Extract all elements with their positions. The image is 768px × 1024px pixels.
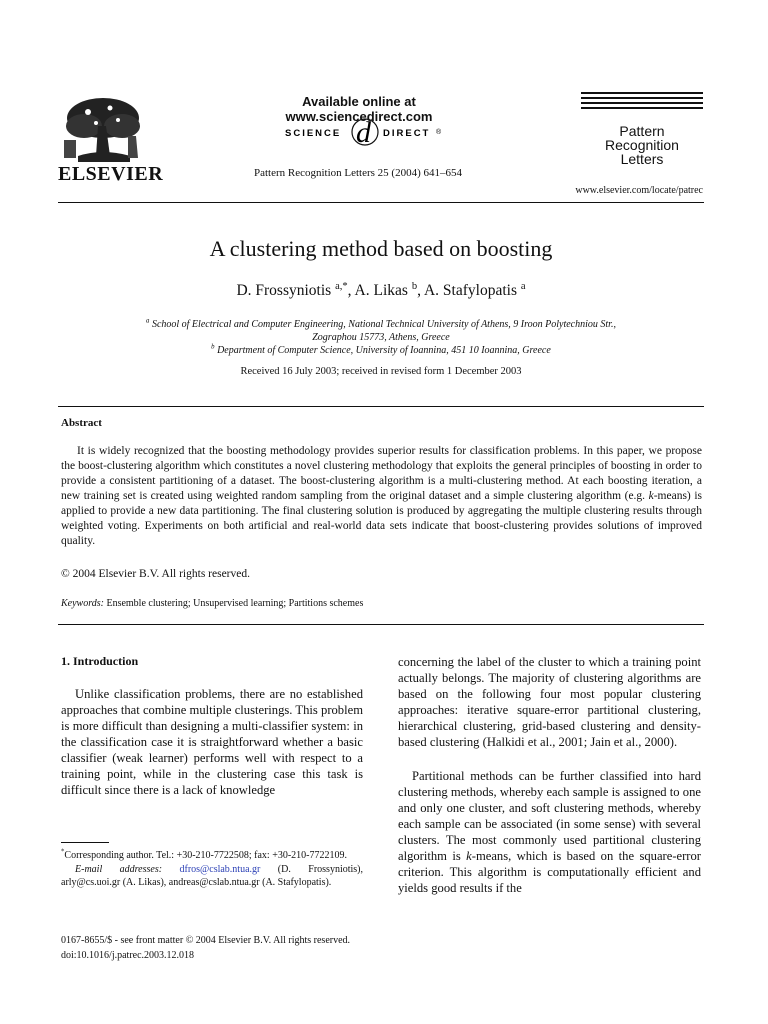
copyright-line: © 2004 Elsevier B.V. All rights reserved. (61, 568, 250, 580)
intro-paragraph-right-2 (398, 768, 701, 896)
abstract-top-divider (58, 406, 704, 407)
email-link[interactable]: dfros@cslab.ntua.gr (179, 863, 261, 875)
abstract-text (61, 444, 702, 549)
author-list (58, 282, 704, 300)
front-matter-info (61, 933, 350, 963)
doi-line[interactable]: doi:10.1016/j.patrec.2003.12.018 (61, 950, 195, 961)
author-affiliation-mark: b (411, 280, 418, 292)
tree-logo-icon (58, 96, 148, 166)
sd-right-word: DIRECT (383, 128, 431, 139)
journal-reference: Pattern Recognition Letters 25 (2004) 641–654 (253, 167, 463, 179)
publisher-name: ELSEVIER (58, 163, 164, 185)
keywords-label: Keywords: (61, 598, 104, 609)
available-online-text: Available online at www.sciencedirect.com (285, 94, 433, 124)
keywords-line (61, 598, 363, 609)
email-owner: (D. Frossyniotis), (260, 863, 364, 875)
journal-title-line2: Letters (620, 151, 664, 167)
journal-title-line1: Pattern Recognition (605, 123, 679, 153)
footnote-divider (61, 842, 109, 843)
author-affiliation-mark: a,* (335, 280, 348, 292)
affiliation-text: Department of Computer Science, University of Ioannina, 451 10 Ioannina, Greece (217, 345, 551, 356)
intro-paragraph-right-1: concerning the label of the cluster to which a training point actually belongs. The majority of clustering algorithms are based on the following four most popular clustering approaches: iterative square-error partitional clustering, hierarchical clustering, grid-based clustering and density-based clustering (Halkidi et al., 2001; Jain et al., 2000). (398, 655, 701, 749)
header-divider (58, 202, 704, 203)
keywords-text: Ensemble clustering; Unsupervised learning; Partitions schemes (106, 598, 364, 609)
affiliation-text: School of Electrical and Computer Engineering, National Technical University of Athens, 9 Iroon Polytechniou Str., (151, 319, 616, 330)
sd-reg-mark: ® (436, 129, 442, 136)
abstract-heading: Abstract (61, 417, 102, 429)
author-separator: , (347, 282, 355, 299)
footnote-emails (61, 863, 363, 890)
affiliation-text: Zographou 15773, Athens, Greece (312, 332, 450, 343)
affiliation-b (58, 345, 704, 356)
affiliation-a-cont (58, 332, 704, 343)
affiliation-mark: b (211, 343, 215, 351)
issn-line: 0167-8655/$ - see front matter © 2004 Elsevier B.V. All rights reserved. (61, 935, 351, 946)
affiliation-mark: a (146, 317, 150, 325)
abstract-text-part: It is widely recognized that the boosting methodology provides superior results for classification problems. In this paper, we propose the boost-clustering algorithm which constitutes a novel clustering methodology that exploits the general principles of boosting in order to provide a consistent partitioning of a dataset. The boost-clustering algorithm is a multi-clustering method. At each boosting iteration, a new training set is created using weighted random sampling from the original dataset and a simple clustering algorithm (e.g. (61, 445, 702, 502)
author-name: D. Frossyniotis (236, 282, 332, 299)
journal-banner-rules (581, 92, 703, 112)
abstract-text-italic: k (648, 490, 654, 502)
section-heading: 1. Introduction (61, 654, 139, 668)
email-label: E-mail addresses: (75, 863, 163, 875)
paragraph-part: Partitional methods can be further classified into hard clustering methods, whereby each sample is assigned to one and only one cluster, and soft clustering methods, whereby each sample can be associated (in some sense) with several clusters. The most commonly used partitional clustering algorithm is (398, 769, 701, 863)
paper-title: A clustering method based on boosting (209, 236, 553, 261)
intro-paragraph-left: Unlike classification problems, there are no established approaches that combine multiple clusterings. This problem is more difficult than designing a multi-classifier system: in the classification case it is straightforward whether a basic classifier (weak learner) performs well with respect to a training point, while in the clustering case this task is difficult since there is a lack of knowledge (61, 687, 363, 797)
paragraph-part: -means, which is based on the square-error criterion. This algorithm is computationally efficient and yields good results if the (398, 849, 701, 895)
email-rest: arly@cs.uoi.gr (A. Likas), andreas@cslab.ntua.gr (A. Stafylopatis). (61, 877, 332, 888)
sciencedirect-logo (283, 114, 483, 150)
footnote-mark: * (61, 848, 65, 856)
journal-title (581, 124, 703, 166)
author-affiliation-mark: a (520, 280, 526, 292)
sd-left-word: SCIENCE (285, 128, 342, 139)
author-separator: , (417, 282, 424, 299)
sd-mark: d (356, 116, 371, 149)
footnote-corresponding (61, 849, 363, 863)
journal-url[interactable]: www.elsevier.com/locate/patrec (575, 185, 703, 196)
paragraph-italic: k (466, 849, 472, 863)
affiliation-a (58, 319, 704, 330)
author-name: A. Likas (354, 282, 408, 299)
sciencedirect-logo-icon (283, 114, 483, 150)
received-dates: Received 16 July 2003; received in revised form 1 December 2003 (240, 366, 522, 377)
footnote (61, 849, 363, 890)
abstract-text-part: -means) is applied to provide a new data partitioning. The final clustering solution is produced by aggregating the multiple clustering results through weighted voting. Experiments on both artificial and real-world data sets indicate that boost-clustering provides solutions of improved quality. (61, 490, 702, 547)
abstract-bottom-divider (58, 624, 704, 625)
author-name: A. Stafylopatis (423, 282, 517, 299)
footnote-corresponding-text: Corresponding author. Tel.: +30-210-7722508; fax: +30-210-7722109. (64, 850, 347, 861)
